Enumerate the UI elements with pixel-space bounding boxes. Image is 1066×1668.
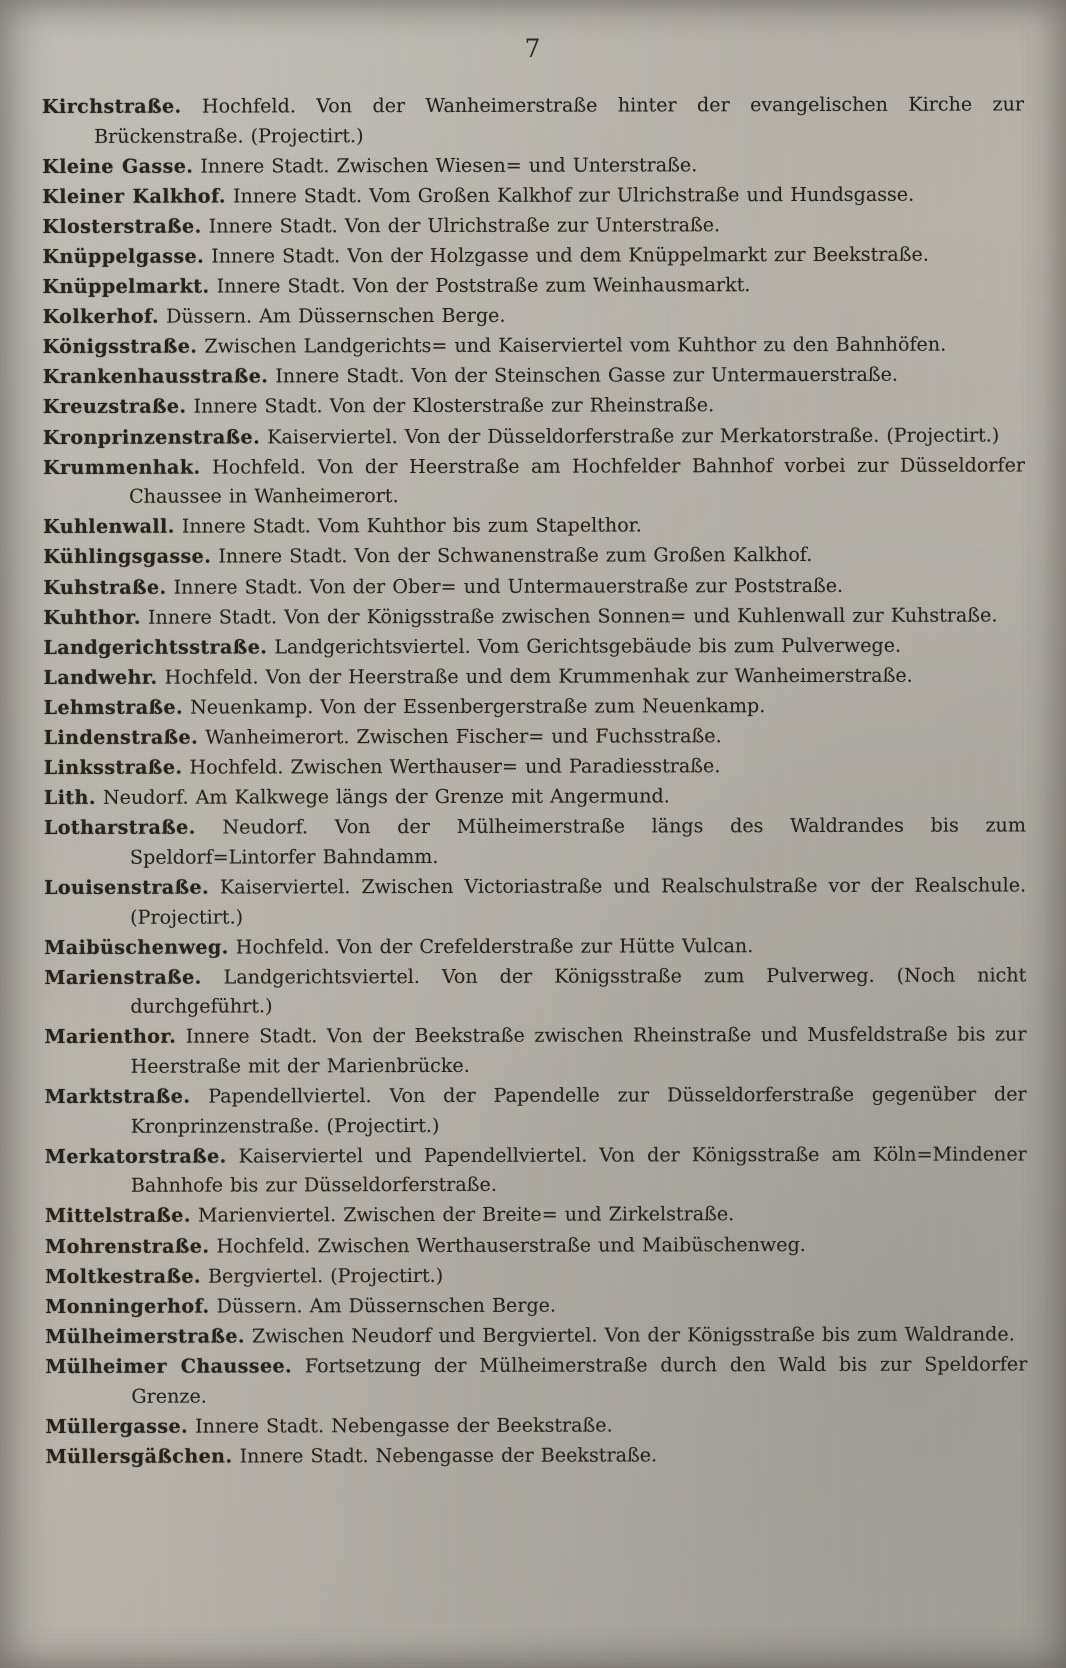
entry-street-name: Kleiner Kalkhof.	[42, 184, 226, 208]
entry-street-name: Kleine Gasse.	[42, 154, 194, 178]
directory-entry	[43, 450, 1025, 512]
directory-entry	[43, 660, 1025, 692]
directory-entry	[43, 510, 1025, 542]
directory-entry	[43, 600, 1025, 632]
directory-entry	[42, 89, 1024, 151]
directory-entry	[44, 1020, 1026, 1082]
entry-street-name: Klosterstraße.	[42, 214, 202, 238]
page-number: 7	[524, 34, 542, 63]
directory-entry	[43, 630, 1025, 662]
entry-street-name: Kuhstraße.	[43, 575, 167, 599]
directory-entry	[45, 1229, 1027, 1261]
directory-entry	[42, 209, 1024, 241]
directory-entry	[43, 330, 1025, 362]
entry-description: Papendellviertel. Von der Papendelle zur Düsseldorferstraße gegenüber der Kronprinzenstraße. (Projectirt.)	[130, 1082, 1027, 1138]
entry-description: Hochfeld. Von der Heerstraße am Hochfelder Bahnhof vorbei zur Düsseldorfer Chaussee in Wanheimerort.	[129, 453, 1026, 508]
entry-street-name: Mülheimer Chaussee.	[45, 1354, 293, 1378]
entry-description: Hochfeld. Zwischen Werthauser= und Paradiesstraße.	[182, 754, 721, 779]
entry-street-name: Monningerhof.	[45, 1294, 210, 1318]
entry-description: Innere Stadt. Nebengasse der Beekstraße.	[188, 1413, 613, 1438]
directory-entry	[42, 269, 1024, 301]
entry-street-name: Landwehr.	[43, 665, 158, 689]
entry-description: Hochfeld. Zwischen Werthauserstraße und Maibüschenweg.	[209, 1232, 806, 1258]
entry-street-name: Knüppelgasse.	[42, 244, 205, 268]
directory-entry	[42, 179, 1024, 211]
entry-description: Innere Stadt. Von der Ulrichstraße zur Unterstraße.	[201, 213, 721, 238]
entry-description: Neuenkamp. Von der Essenbergerstraße zum Neuenkamp.	[182, 693, 766, 719]
entry-description: Düssern. Am Düssernschen Berge.	[158, 303, 506, 328]
directory-entry	[44, 930, 1026, 962]
directory-entry	[45, 1080, 1027, 1142]
directory-entry	[43, 540, 1025, 572]
entry-street-name: Mohrenstraße.	[44, 1234, 210, 1258]
entry-description: Landgerichtsviertel. Von der Königsstraße zum Pulverweg. (Noch nicht durchgeführt.)	[130, 963, 1027, 1019]
directory-entry	[45, 1409, 1027, 1441]
entry-street-name: Merkatorstraße.	[44, 1144, 227, 1168]
directory-entry	[42, 149, 1024, 181]
entry-description: Innere Stadt. Von der Königsstraße zwischen Sonnen= und Kuhlenwall zur Kuhstraße.	[140, 603, 998, 629]
entry-description: Innere Stadt. Von der Beekstraße zwischen Rheinstraße und Musfeldstraße bis zur Heerstraße mit der Marienbrücke.	[130, 1022, 1027, 1078]
directory-entry	[44, 750, 1026, 782]
directory-entry	[45, 1199, 1027, 1231]
entry-description: Innere Stadt. Vom Großen Kalkhof zur Ulrichstraße und Hundsgasse.	[225, 182, 915, 208]
entry-street-name: Königsstraße.	[42, 334, 198, 359]
directory-entry	[43, 570, 1025, 602]
directory-entry	[42, 239, 1024, 271]
entry-description: Innere Stadt. Von der Holzgasse und dem Knüppelmarkt zur Beekstraße.	[204, 242, 929, 268]
entry-description: Düssern. Am Düssernschen Berge.	[209, 1293, 557, 1318]
directory-entry	[44, 781, 1026, 813]
entry-street-name: Müllergasse.	[45, 1414, 189, 1438]
entry-description: Innere Stadt. Von der Klosterstraße zur Rheinstraße.	[186, 393, 715, 419]
entry-street-name: Marienthor.	[44, 1025, 177, 1049]
directory-entry	[46, 1439, 1028, 1471]
entry-street-name: Kühlingsgasse.	[43, 544, 212, 569]
entry-street-name: Krummenhak.	[42, 455, 201, 479]
entry-street-name: Lindenstraße.	[43, 725, 199, 749]
directory-entry	[45, 1259, 1027, 1291]
entry-description: Hochfeld. Von der Wanheimerstraße hinter der evangelischen Kirche zur Brückenstraße. (Projectirt.)	[94, 92, 1025, 148]
entry-street-name: Lotharstraße.	[43, 815, 196, 840]
entry-street-name: Louisenstraße.	[44, 875, 210, 899]
entry-description: Kaiserviertel. Von der Düsseldorferstraße zur Merkatorstraße. (Projectirt.)	[260, 423, 1000, 448]
entry-description: Zwischen Landgerichts= und Kaiserviertel vom Kuhthor zu den Bahnhöfen.	[197, 332, 947, 358]
entry-description: Innere Stadt. Von der Poststraße zum Weinhausmarkt.	[209, 273, 751, 298]
entry-description: Zwischen Neudorf und Bergviertel. Von der Königsstraße bis zum Waldrande.	[244, 1322, 1015, 1348]
entry-street-name: Kreuzstraße.	[42, 395, 187, 419]
entry-description: Hochfeld. Von der Crefelderstraße zur Hütte Vulcan.	[228, 933, 754, 959]
entry-street-name: Knüppelmarkt.	[42, 274, 210, 299]
directory-entry	[44, 811, 1026, 873]
entry-description: Fortsetzung der Mülheimerstraße durch den Wald bis zur Speldorfer Grenze.	[131, 1352, 1028, 1408]
entry-street-name: Kuhthor.	[43, 605, 141, 629]
entry-street-name: Kronprinzenstraße.	[42, 424, 261, 449]
directory-entry	[44, 720, 1026, 752]
directory-entry	[45, 1289, 1027, 1321]
entry-street-name: Lehmstraße.	[43, 695, 184, 719]
directory-entry	[43, 300, 1025, 332]
entry-street-name: Landgerichtsstraße.	[43, 635, 268, 659]
entry-description: Innere Stadt. Von der Schwanenstraße zum Großen Kalkhof.	[211, 543, 813, 568]
entry-street-name: Lith.	[43, 786, 96, 810]
entry-description: Hochfeld. Von der Heerstraße und dem Krummenhak zur Wanheimerstraße.	[157, 663, 913, 689]
directory-entry	[45, 1349, 1027, 1411]
entry-street-name: Kolkerhof.	[42, 304, 160, 329]
entry-description: Neudorf. Am Kalkwege längs der Grenze mit Angermund.	[95, 784, 670, 810]
entry-description: Landgerichtsviertel. Vom Gerichtsgebäude bis zum Pulverwege.	[267, 633, 902, 659]
directory-entry	[44, 690, 1026, 722]
entry-description: Kaiserviertel und Papendellviertel. Von der Königsstraße am Köln=Mindener Bahnhofe bis zur Düsseldorferstraße.	[130, 1142, 1027, 1198]
entry-description: Neudorf. Von der Mülheimerstraße längs des Waldrandes bis zum Speldorf=Lintorfer Bahndamm.	[129, 813, 1026, 869]
entry-street-name: Mittelstraße.	[44, 1204, 191, 1228]
entry-street-name: Marktstraße.	[44, 1084, 191, 1109]
entry-description: Marienviertel. Zwischen der Breite= und Zirkelstraße.	[190, 1202, 735, 1228]
entry-street-name: Müllersgäßchen.	[45, 1444, 233, 1468]
entry-street-name: Linksstraße.	[43, 755, 183, 780]
directory-entry	[44, 870, 1026, 932]
entry-street-name: Kirchstraße.	[42, 94, 182, 118]
entry-description: Wanheimerort. Zwischen Fischer= und Fuchsstraße.	[198, 724, 722, 749]
entry-description: Innere Stadt. Zwischen Wiesen= und Unterstraße.	[193, 152, 698, 178]
directory-entry	[43, 390, 1025, 422]
directory-entry	[43, 360, 1025, 392]
entry-street-name: Mülheimerstraße.	[45, 1324, 245, 1348]
entry-description: Kaiserviertel. Zwischen Victoriastraße und Realschulstraße vor der Realschule. (Projectirt.)	[130, 873, 1027, 929]
directory-entry	[44, 960, 1026, 1022]
entry-street-name: Marienstraße.	[44, 965, 202, 989]
entry-street-name: Kuhlenwall.	[43, 514, 175, 539]
directory-entry	[45, 1319, 1027, 1351]
entry-description: Bergviertel. (Projectirt.)	[200, 1263, 444, 1288]
entry-description: Innere Stadt. Vom Kuhthor bis zum Stapelthor.	[174, 513, 642, 538]
entry-description: Innere Stadt. Von der Ober= und Untermauerstraße zur Poststraße.	[166, 573, 844, 599]
street-directory-list	[42, 89, 1028, 1471]
entry-street-name: Maibüschenweg.	[44, 935, 229, 959]
entry-description: Innere Stadt. Nebengasse der Beekstraße.	[232, 1443, 658, 1468]
entry-street-name: Krankenhausstraße.	[42, 364, 269, 389]
directory-entry	[43, 420, 1025, 452]
entry-description: Innere Stadt. Von der Steinschen Gasse zur Untermauerstraße.	[268, 363, 899, 388]
entry-street-name: Moltkestraße.	[45, 1264, 201, 1288]
directory-entry	[45, 1139, 1027, 1201]
